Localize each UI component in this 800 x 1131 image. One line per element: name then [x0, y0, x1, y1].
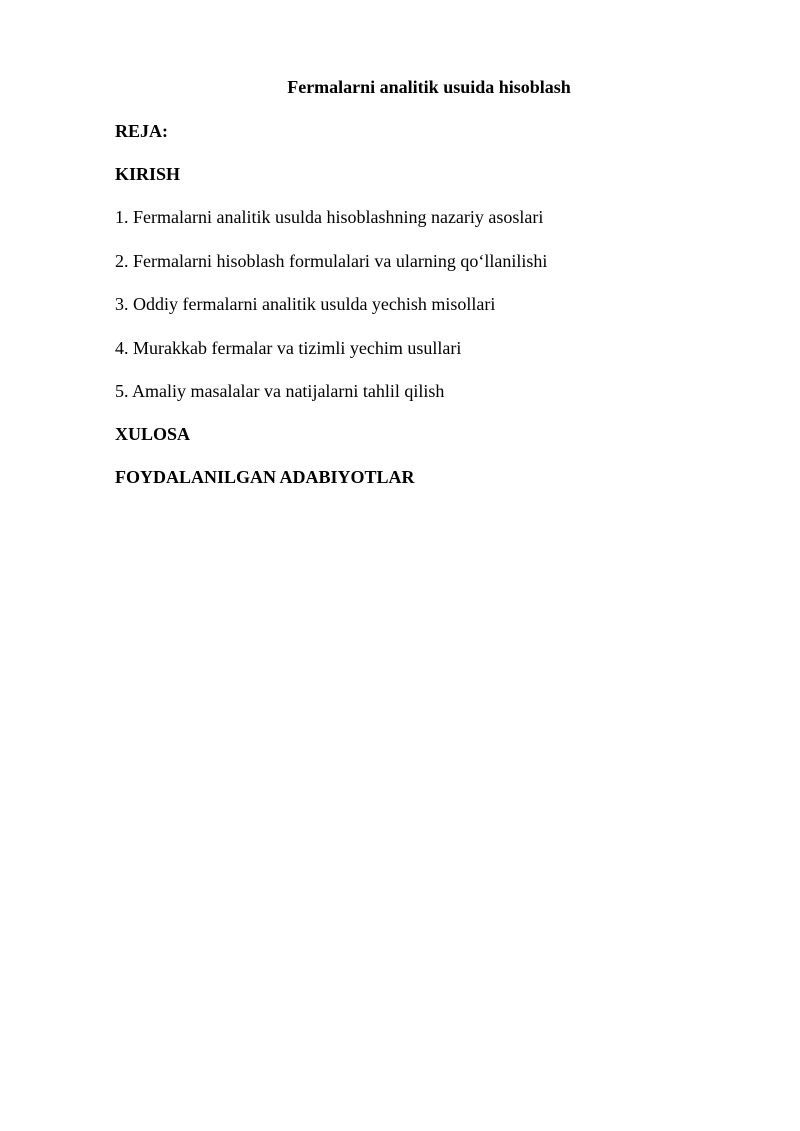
plan-item-4: 4. Murakkab fermalar va tizimli yechim usullari — [115, 338, 462, 358]
plan-item-2: 2. Fermalarni hisoblash formulalari va ularning qo‘llanilishi — [115, 251, 548, 271]
plan-item-3: 3. Oddiy fermalarni analitik usulda yechish misollari — [115, 294, 496, 314]
references-heading: FOYDALANILGAN ADABIYOTLAR — [115, 467, 415, 487]
intro-heading: KIRISH — [115, 164, 181, 184]
conclusion-heading: XULOSA — [115, 424, 191, 444]
page-title: Fermalarni analitik usuida hisoblash — [287, 77, 571, 97]
plan-heading: REJA: — [115, 121, 168, 141]
plan-item-5: 5. Amaliy masalalar va natijalarni tahlil qilish — [115, 381, 445, 401]
plan-item-1: 1. Fermalarni analitik usulda hisoblashning nazariy asoslari — [115, 207, 544, 227]
